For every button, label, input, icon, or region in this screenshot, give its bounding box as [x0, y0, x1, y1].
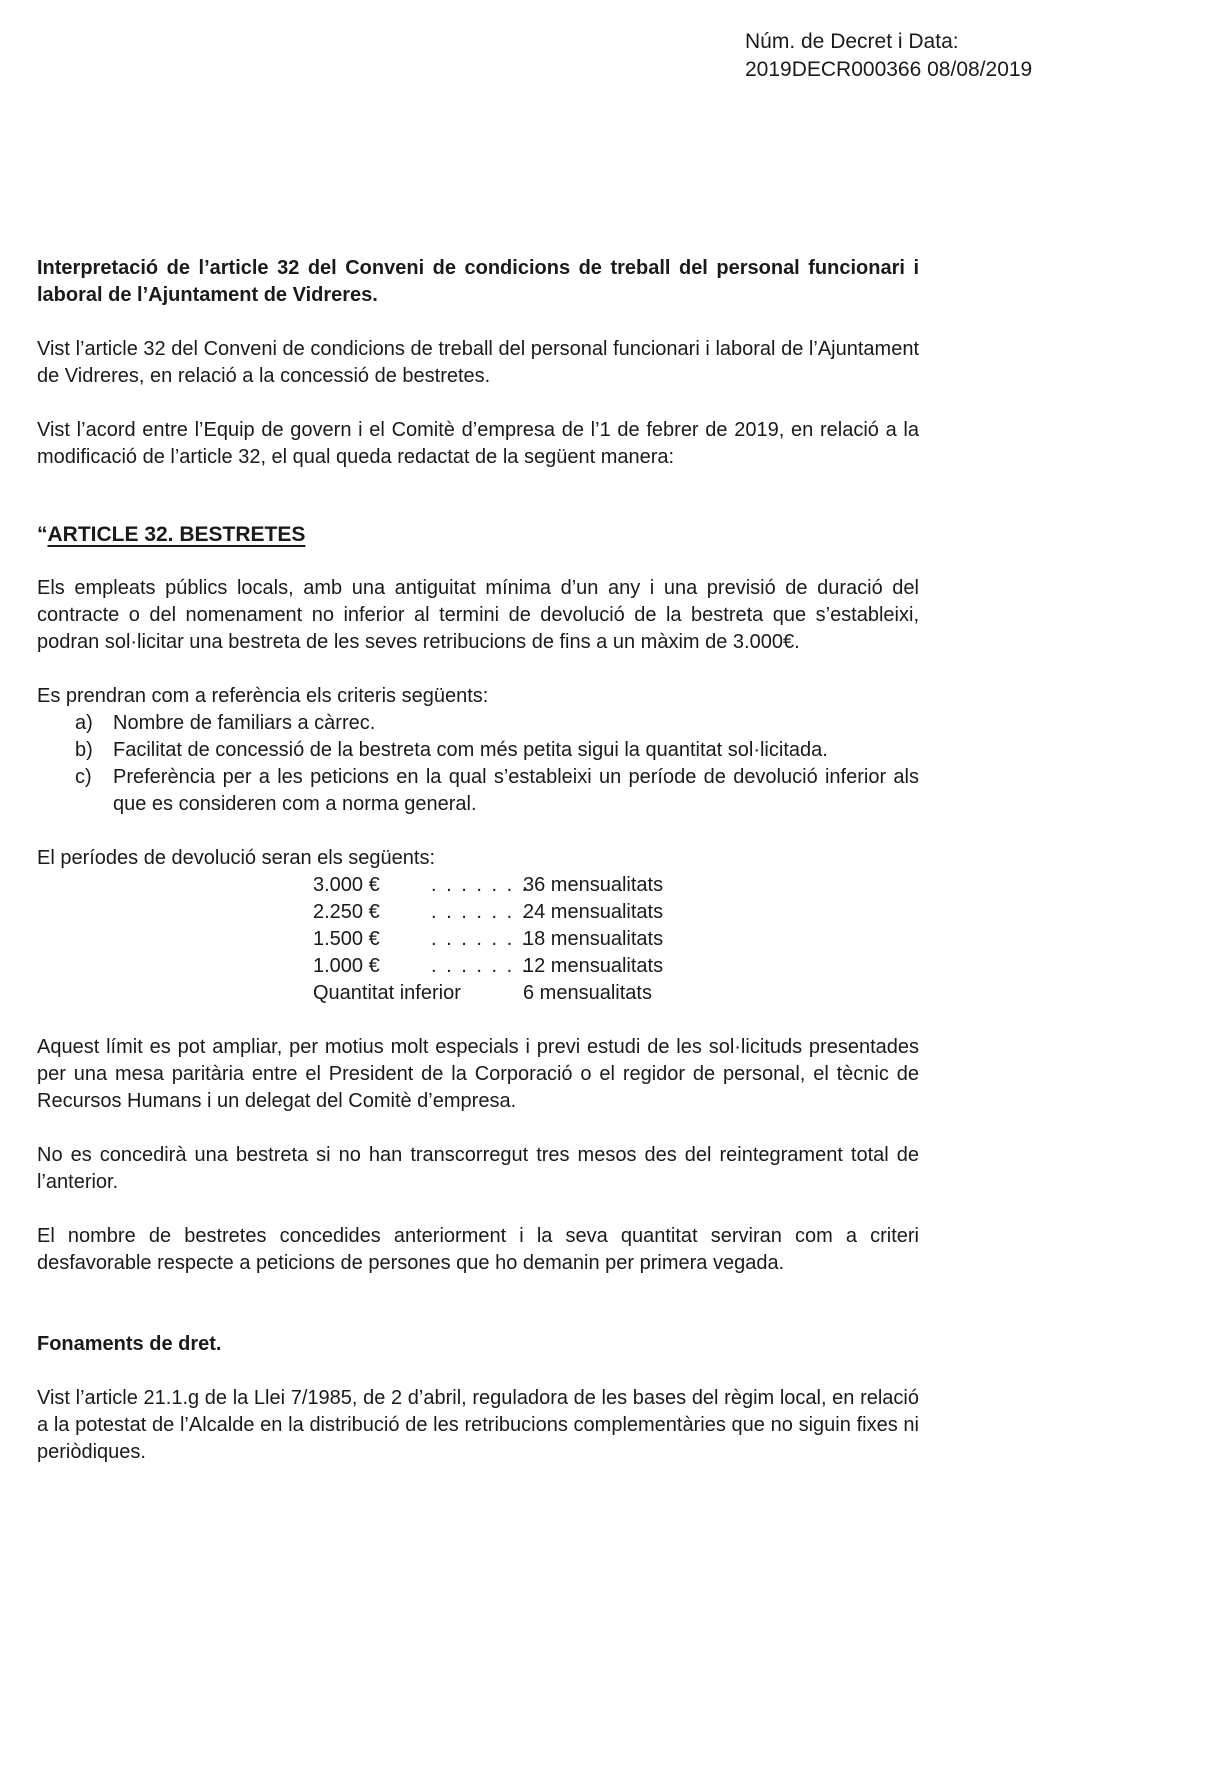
amount-cell: 1.500 € — [313, 928, 380, 950]
amount-cell: Quantitat inferior — [313, 982, 461, 1004]
table-row — [313, 926, 919, 953]
list-item-text: Facilitat de concessió de la bestreta com més petita sigui la quantitat sol·licitada. — [113, 739, 828, 761]
list-marker: c) — [75, 766, 92, 788]
paragraph-vist-article: Vist l’article 32 del Conveni de condicions de treball del personal funcionari i laboral de l’Ajuntament de Vidreres, en relació a la concessió de bestretes. — [37, 338, 919, 387]
amount-cell: 3.000 € — [313, 874, 380, 896]
dots-separator: . . . . . . . — [431, 955, 530, 977]
paragraph-vist-acord: Vist l’acord entre l’Equip de govern i el Comitè d’empresa de l’1 de febrer de 2019, en relació a la modificació de l’article 32, el qual queda redactat de la següent manera: — [37, 419, 919, 468]
table-row — [313, 899, 919, 926]
months-cell: 12 mensualitats — [523, 955, 664, 977]
opening-quote: “ — [37, 523, 48, 546]
paragraph-nombre-bestretes: El nombre de bestretes concedides anteriorment i la seva quantitat serviran com a criteri desfavorable respecte a peticions de persones que ho demanin per primera vegada. — [37, 1225, 919, 1274]
article-heading — [37, 521, 919, 548]
document-title: Interpretació de l’article 32 del Conveni de condicions de treball del personal funcionari i laboral de l’Ajuntament de Vidreres. — [37, 257, 919, 306]
months-cell: 18 mensualitats — [523, 928, 664, 950]
dots-separator: . . . . . . . — [431, 928, 530, 950]
amount-cell: 2.250 € — [313, 901, 380, 923]
months-cell: 6 mensualitats — [523, 982, 652, 1004]
decree-number-and-date: 2019DECR000366 08/08/2019 — [745, 58, 1033, 81]
period-table — [313, 872, 919, 1007]
paragraph-limit: Aquest límit es pot ampliar, per motius molt especials i previ estudi de les sol·licituds presentades per una mesa paritària entre el President de la Corporació o el regidor de personal, el tècnic de Recursos Humans i un delegat del Comitè d’empresa. — [37, 1036, 919, 1112]
amount-cell: 1.000 € — [313, 955, 380, 977]
paragraph-empleats: Els empleats públics locals, amb una antiguitat mínima d’un any i una previsió de duració del contracte o del nomenament no inferior al termini de devolució de la bestreta que s’estableixi, podran sol·licitar una bestreta de les seves retribucions de fins a un màxim de 3.000€. — [37, 577, 919, 653]
document-content — [37, 255, 919, 1466]
months-cell: 36 mensualitats — [523, 874, 664, 896]
section-heading-fonaments: Fonaments de dret. — [37, 1333, 222, 1355]
months-cell: 24 mensualitats — [523, 901, 664, 923]
periods-intro: El períodes de devolució seran els següents: — [37, 847, 436, 869]
dots-separator: . . . . . . . — [431, 901, 530, 923]
paragraph-fonaments: Vist l’article 21.1.g de la Llei 7/1985, de 2 d’abril, reguladora de les bases del règim local, en relació a la potestat de l’Alcalde en la distribució de les retribucions complementàries que no siguin fixes ni periòdiques. — [37, 1387, 919, 1463]
list-item — [37, 764, 919, 818]
dots-separator: . . . . . . . — [431, 874, 530, 896]
list-item — [37, 710, 919, 737]
criteria-intro: Es prendran com a referència els criteris següents: — [37, 685, 489, 707]
table-row — [313, 872, 919, 899]
criteria-section — [37, 683, 919, 818]
list-item-text: Preferència per a les peticions en la qual s’estableixi un període de devolució inferior als que es consideren com a norma general. — [113, 766, 919, 815]
article-heading-text: ARTICLE 32. BESTRETES — [47, 523, 306, 546]
table-row — [313, 953, 919, 980]
list-item-text: Nombre de familiars a càrrec. — [113, 712, 376, 734]
list-marker: a) — [75, 712, 93, 734]
list-item — [37, 737, 919, 764]
table-row — [313, 980, 919, 1007]
decree-header-label: Núm. de Decret i Data: — [745, 30, 959, 53]
decree-header — [745, 28, 1032, 84]
list-marker: b) — [75, 739, 93, 761]
paragraph-no-concedira: No es concedirà una bestreta si no han transcorregut tres mesos des del reintegrament total de l’anterior. — [37, 1144, 919, 1193]
periods-section — [37, 845, 919, 1007]
